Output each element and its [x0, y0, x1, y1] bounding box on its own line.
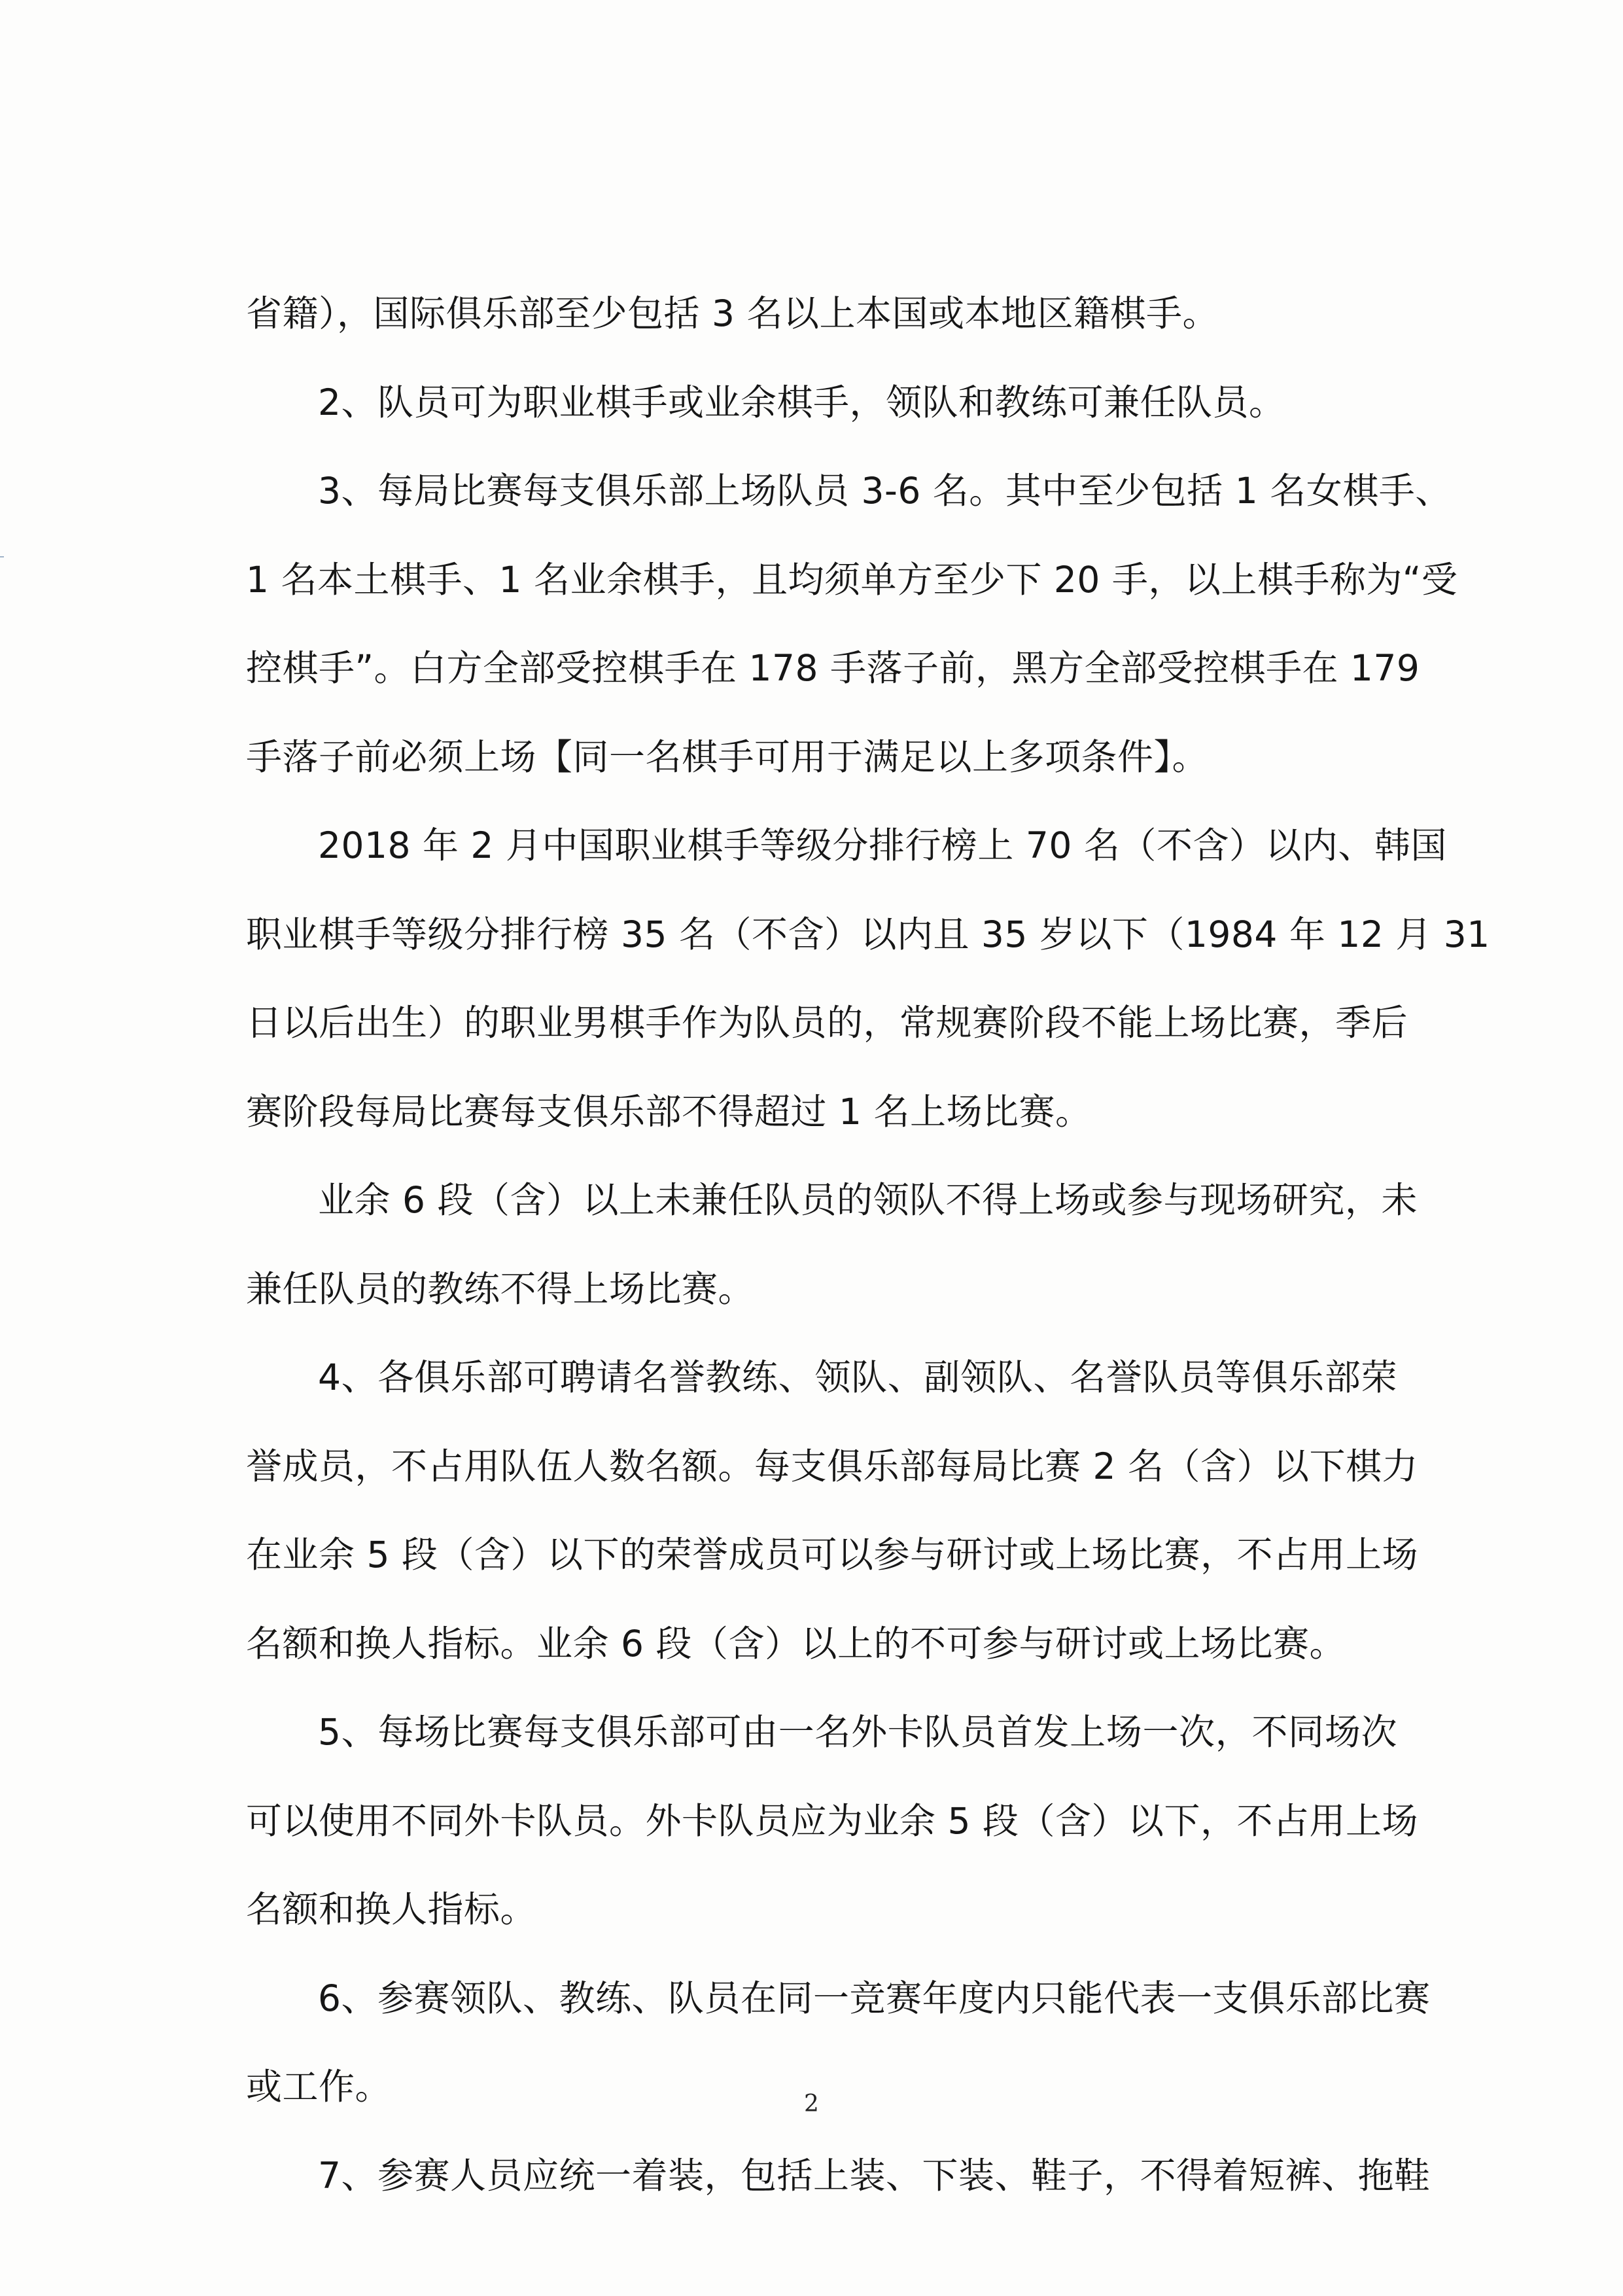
- page-number: 2: [804, 2091, 819, 2117]
- text-line: 7、参赛人员应统一着装，包括上装、下装、鞋子，不得着短裤、拖鞋: [318, 2154, 1431, 2197]
- text-line: 业余 6 段（含）以上未兼任队员的领队不得上场或参与现场研究，未: [318, 1179, 1418, 1221]
- text-line: 名额和换人指标。业余 6 段（含）以上的不可参与研讨或上场比赛。: [246, 1622, 1346, 1665]
- text-line: 兼任队员的教练不得上场比赛。: [246, 1267, 755, 1310]
- text-line: 1 名本土棋手、1 名业余棋手，且均须单方至少下 20 手，以上棋手称为“受: [246, 558, 1458, 601]
- text-line: 日以后出生）的职业男棋手作为队员的，常规赛阶段不能上场比赛，季后: [246, 1002, 1408, 1044]
- text-line: 5、每场比赛每支俱乐部可由一名外卡队员首发上场一次，不同场次: [318, 1711, 1397, 1753]
- text-line: 手落子前必须上场【同一名棋手可用于满足以上多项条件】。: [246, 735, 1209, 778]
- text-line: 职业棋手等级分排行榜 35 名（不含）以内且 35 岁以下（1984 年 12 月 31: [246, 913, 1490, 955]
- text-line: 在业余 5 段（含）以下的荣誉成员可以参与研讨或上场比赛，不占用上场: [246, 1534, 1418, 1576]
- text-line: 控棋手”。白方全部受控棋手在 178 手落子前，黑方全部受控棋手在 179: [246, 647, 1420, 689]
- scan-margin-mark: [0, 556, 4, 557]
- text-line: 3、每局比赛每支俱乐部上场队员 3-6 名。其中至少包括 1 名女棋手、: [318, 470, 1452, 512]
- text-line: 或工作。: [246, 2066, 392, 2108]
- text-line: 赛阶段每局比赛每支俱乐部不得超过 1 名上场比赛。: [246, 1090, 1092, 1133]
- document-body: [246, 270, 1490, 2220]
- text-line: 6、参赛领队、教练、队员在同一竞赛年度内只能代表一支俱乐部比赛: [318, 1977, 1431, 2019]
- text-line: 省籍），国际俱乐部至少包括 3 名以上本国或本地区籍棋手。: [246, 292, 1219, 334]
- text-line: 4、各俱乐部可聘请名誉教练、领队、副领队、名誉队员等俱乐部荣: [318, 1356, 1397, 1398]
- text-line: 名额和换人指标。: [246, 1888, 537, 1930]
- text-line: 2018 年 2 月中国职业棋手等级分排行榜上 70 名（不含）以内、韩国: [318, 824, 1447, 866]
- text-line: 可以使用不同外卡队员。外卡队员应为业余 5 段（含）以下，不占用上场: [246, 1799, 1418, 1842]
- text-line: 2、队员可为职业棋手或业余棋手，领队和教练可兼任队员。: [318, 381, 1285, 423]
- text-line: 誉成员，不占用队伍人数名额。每支俱乐部每局比赛 2 名（含）以下棋力: [246, 1445, 1418, 1487]
